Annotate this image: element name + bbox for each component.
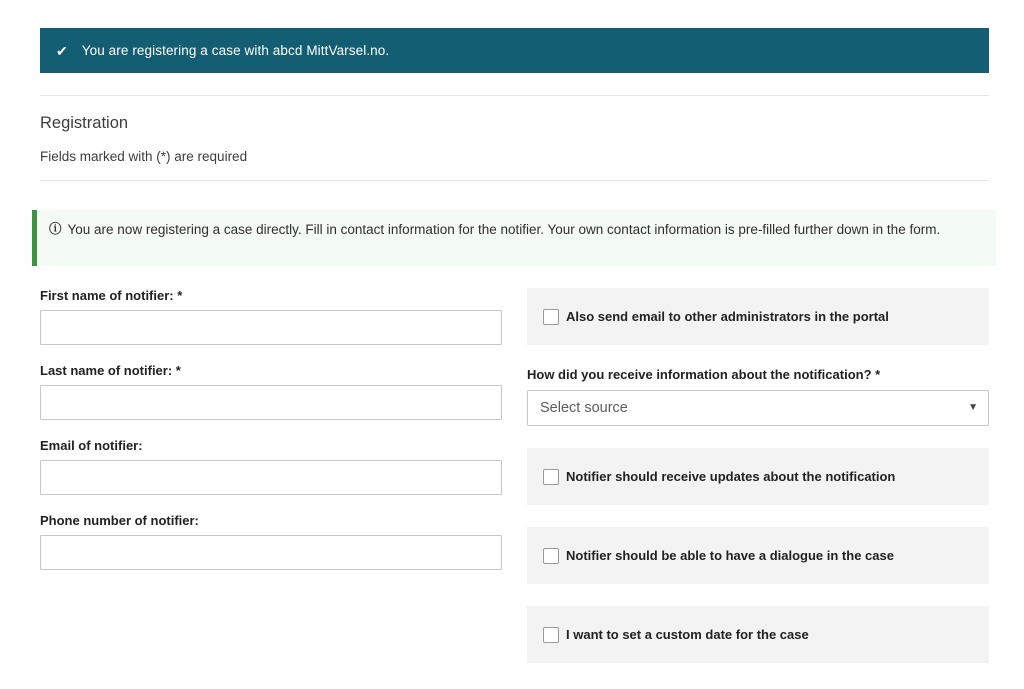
field-email: [40, 438, 502, 495]
notifier-contact-form: [40, 288, 502, 588]
info-icon: ⓘ: [49, 222, 62, 236]
check-icon: ✔: [56, 42, 68, 59]
field-label-first-name: First name of notifier: *: [40, 288, 183, 303]
phone-input[interactable]: [40, 535, 502, 570]
status-banner-text: You are registering a case with abcd MittVarsel.no.: [81, 43, 390, 58]
email-input[interactable]: [40, 460, 502, 495]
notifier-updates-label: Notifier should receive updates about the notification: [566, 469, 896, 484]
field-info-source: [527, 367, 989, 426]
required-fields-note: Fields marked with (*) are required: [40, 149, 248, 164]
last-name-input[interactable]: [40, 385, 502, 420]
info-callout: [32, 210, 996, 266]
info-source-label: How did you receive information about the notification? *: [527, 367, 881, 382]
email-admins-label: Also send email to other administrators in the portal: [566, 309, 889, 324]
notification-options-form: [527, 288, 989, 663]
row-notifier-dialogue[interactable]: [527, 527, 989, 584]
registration-header: [40, 95, 989, 181]
field-label-last-name: Last name of notifier: *: [40, 363, 181, 378]
row-custom-date[interactable]: [527, 606, 989, 663]
custom-date-checkbox[interactable]: [543, 627, 559, 643]
chevron-down-icon: ▼: [968, 401, 978, 413]
notifier-dialogue-checkbox[interactable]: [543, 548, 559, 564]
field-phone: [40, 513, 502, 570]
page-title: Registration: [40, 114, 129, 132]
info-source-select[interactable]: [527, 390, 989, 426]
row-notifier-updates[interactable]: [527, 448, 989, 505]
field-first-name: [40, 288, 502, 345]
field-label-email: Email of notifier:: [40, 438, 143, 453]
first-name-input[interactable]: [40, 310, 502, 345]
email-admins-checkbox[interactable]: [543, 309, 559, 325]
status-banner: [40, 28, 989, 73]
field-last-name: [40, 363, 502, 420]
notifier-dialogue-label: Notifier should be able to have a dialogue in the case: [566, 548, 894, 563]
custom-date-label: I want to set a custom date for the case: [566, 627, 809, 642]
info-source-selected-value: Select source: [540, 400, 628, 416]
info-callout-text: You are now registering a case directly. Fill in contact information for the notifier. Your own contact information is pre-filled further down in the form.: [67, 222, 941, 237]
field-label-phone: Phone number of notifier:: [40, 513, 199, 528]
notifier-updates-checkbox[interactable]: [543, 469, 559, 485]
row-email-admins[interactable]: [527, 288, 989, 345]
